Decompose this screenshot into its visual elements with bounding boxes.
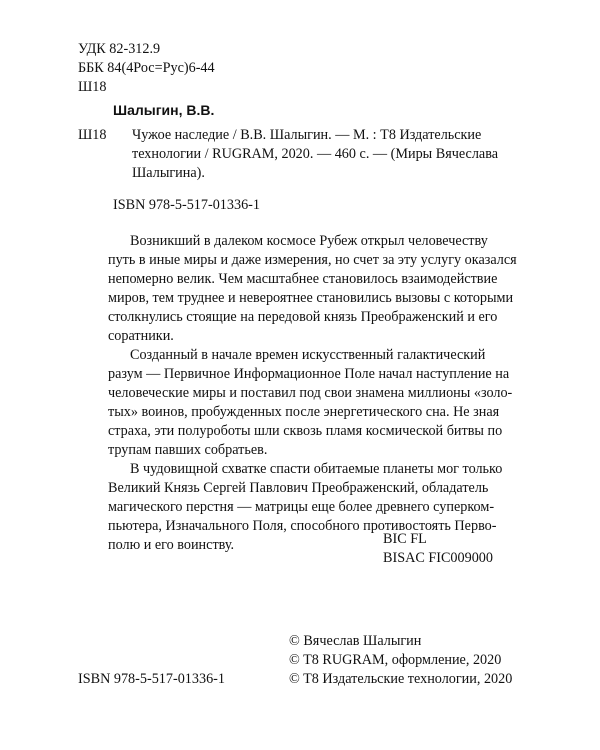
annotation-line: разум — Первичное Информационное Поле начал наступление на — [108, 366, 510, 382]
copyright-line: © T8 Издательские технологии, 2020 — [289, 671, 513, 687]
biblio-line: технологии / RUGRAM, 2020. — 460 с. — (Миры Вячеслава — [132, 146, 499, 162]
annotation-line: пьютера, Изначального Поля, способного противостоять Перво- — [108, 518, 497, 534]
bbk-code: ББК 84(4Рос=Рус)6-44 — [78, 60, 215, 76]
annotation-line: Созданный в начале времен искусственный галактический — [130, 347, 486, 363]
copyright-block — [289, 632, 512, 689]
annotation-line: магического перстня — матрицы еще более древнего суперком- — [108, 499, 495, 515]
catalog-codes — [78, 40, 215, 97]
author-mark-inline: Ш18 — [78, 127, 107, 143]
author-mark: Ш18 — [78, 79, 107, 95]
annotation-line: непомерно велик. Чем масштабнее становилось взаимодействие — [108, 271, 498, 287]
annotation-line: Великий Князь Сергей Павлович Преображенский, обладатель — [108, 480, 489, 496]
bic-code: BIC FL — [383, 531, 427, 547]
isbn-footer: ISBN 978-5-517-01336-1 — [78, 671, 225, 687]
annotation-paragraph-2 — [108, 346, 513, 460]
annotation-paragraph-1 — [108, 232, 517, 346]
annotation-line: тых» воинов, пробужденных после энергетического сна. Не зная — [108, 404, 500, 420]
classification-codes — [383, 530, 493, 568]
biblio-line: Чужое наследие / В.В. Шалыгин. — М. : T8 Издательские — [132, 127, 482, 143]
bibliographic-description — [132, 126, 522, 183]
copyright-line: © Вячеслав Шалыгин — [289, 633, 422, 649]
annotation-line: Возникший в далеком космосе Рубеж открыл человечеству — [130, 233, 488, 249]
bisac-code: BISAC FIC009000 — [383, 550, 493, 566]
annotation-line: страха, эти полуроботы шли сквозь пламя космической битвы по — [108, 423, 503, 439]
biblio-line: Шалыгина). — [132, 165, 205, 181]
annotation-line: полю и его воинству. — [108, 537, 235, 553]
annotation-line: человеческие миры и поставил под свои знамена миллионы «золо- — [108, 385, 513, 401]
annotation-line: путь в иные миры и даже измерения, но счет за эту услугу оказался — [108, 252, 517, 268]
annotation-line: трупам павших собратьев. — [108, 442, 268, 458]
annotation-line: миров, тем труднее и невероятнее становились вызовы с которыми — [108, 290, 514, 306]
annotation-line: столкнулись стоящие на передовой князь Преображенский и его — [108, 309, 498, 325]
author-name: Шалыгин, В.В. — [113, 102, 215, 118]
annotation — [108, 232, 517, 555]
isbn-main: ISBN 978-5-517-01336-1 — [113, 197, 260, 213]
annotation-line: В чудовищной схватке спасти обитаемые планеты мог только — [130, 461, 503, 477]
annotation-line: соратники. — [108, 328, 174, 344]
udk-code: УДК 82-312.9 — [78, 41, 161, 57]
copyright-line: © T8 RUGRAM, оформление, 2020 — [289, 652, 502, 668]
